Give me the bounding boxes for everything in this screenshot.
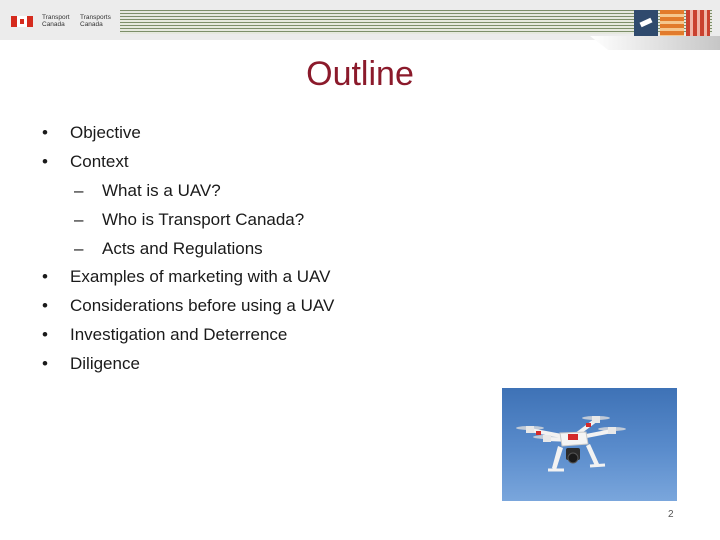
outline-list <box>38 120 334 380</box>
rail-logo-icon <box>686 10 710 36</box>
header-wedge <box>590 36 720 50</box>
outline-item: • Diligence <box>38 351 334 380</box>
outline-item: • Objective <box>38 120 334 149</box>
wordmark-en-line2: Canada <box>42 21 65 28</box>
drone-photo <box>502 388 677 501</box>
marine-logo-icon <box>660 10 684 36</box>
wordmark-french <box>80 14 111 28</box>
wordmark-fr-line1: Transports <box>80 14 111 21</box>
outline-subitem: – Who is Transport Canada? <box>38 207 334 236</box>
slide-title: Outline <box>306 55 414 93</box>
wordmark-fr-line2: Canada <box>80 21 103 28</box>
aviation-logo-icon <box>634 10 658 36</box>
transport-mode-logos <box>634 10 712 36</box>
outline-item: • Investigation and Deterrence <box>38 322 334 351</box>
header-banner <box>0 0 720 50</box>
header-stripes <box>120 10 712 34</box>
canada-flag-icon <box>11 16 33 27</box>
outline-item: • Context <box>38 149 334 178</box>
drone-icon <box>502 388 677 501</box>
page-number: 2 <box>668 509 674 520</box>
outline-item: • Considerations before using a UAV <box>38 293 334 322</box>
wordmark-en-line1: Transport <box>42 14 70 21</box>
outline-item: • Examples of marketing with a UAV <box>38 264 334 293</box>
outline-subitem: – Acts and Regulations <box>38 236 334 265</box>
outline-subitem: – What is a UAV? <box>38 178 334 207</box>
wordmark-english <box>42 14 70 28</box>
